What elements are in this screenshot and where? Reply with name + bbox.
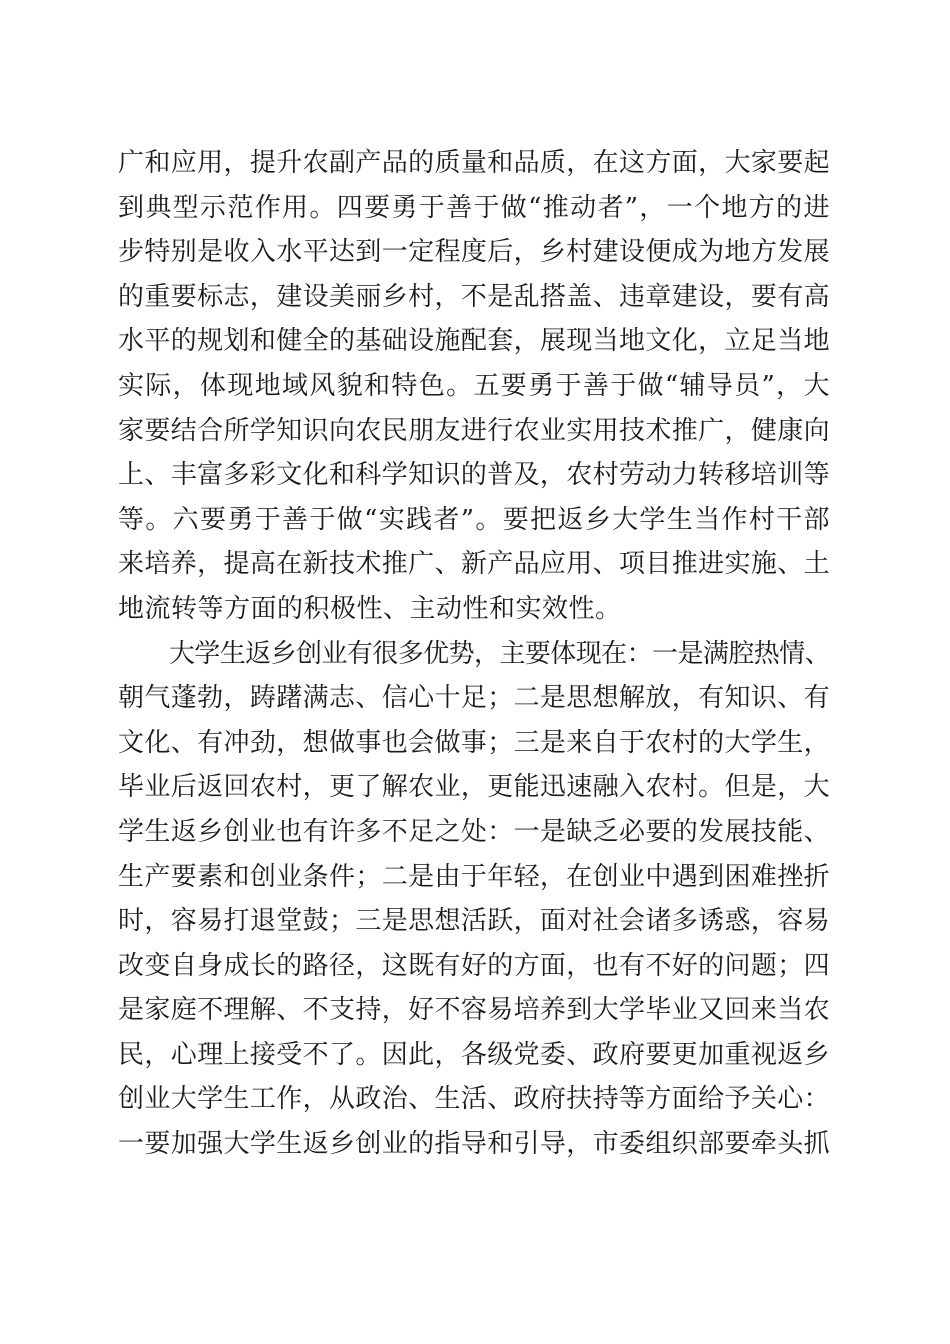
text-line-12: 大学生返乡创业有很多优势，主要体现在：一是满腔热情、 (118, 638, 831, 669)
text-line-22: 创业大学生工作，从政治、生活、政府扶持等方面给予关心： (118, 1084, 830, 1115)
text-line-21: 民，心理上接受不了。因此，各级党委、政府要更加重视返乡 (118, 1039, 830, 1070)
text-line-6: 实际，体现地域风貌和特色。五要勇于善于做“辅导员”，大 (118, 370, 830, 401)
text-line-23: 一要加强大学生返乡创业的指导和引导，市委组织部要牵头抓 (118, 1129, 830, 1160)
text-line-2: 到典型示范作用。四要勇于善于做“推动者”，一个地方的进 (118, 192, 830, 223)
text-line-5: 水平的规划和健全的基础设施配套，展现当地文化，立足当地 (118, 326, 830, 357)
text-line-3: 步特别是收入水平达到一定程度后，乡村建设便成为地方发展 (118, 237, 830, 268)
text-line-20: 是家庭不理解、不支持，好不容易培养到大学毕业又回来当农 (118, 995, 830, 1026)
text-line-9: 等。六要勇于善于做“实践者”。要把返乡大学生当作村干部 (118, 504, 830, 535)
text-line-17: 生产要素和创业条件；二是由于年轻，在创业中遇到困难挫折 (118, 861, 830, 892)
text-line-11: 地流转等方面的积极性、主动性和实效性。 (118, 593, 622, 624)
text-line-15: 毕业后返回农村，更了解农业，更能迅速融入农村。但是，大 (118, 772, 830, 803)
text-line-19: 改变自身成长的路径，这既有好的方面，也有不好的问题；四 (118, 950, 830, 981)
text-line-1: 广和应用，提升农副产品的质量和品质，在这方面，大家要起 (118, 148, 830, 178)
text-line-10: 来培养，提高在新技术推广、新产品应用、项目推进实施、土 (118, 549, 830, 580)
text-line-4: 的重要标志，建设美丽乡村，不是乱搭盖、违章建设，要有高 (118, 281, 830, 312)
text-line-13: 朝气蓬勃，踌躇满志、信心十足；二是思想解放，有知识、有 (118, 683, 830, 714)
text-line-18: 时，容易打退堂鼓；三是思想活跃，面对社会诸多诱惑，容易 (118, 906, 830, 937)
body-text (118, 141, 830, 1167)
text-line-14: 文化、有冲劲，想做事也会做事；三是来自于农村的大学生， (118, 727, 830, 758)
text-line-8: 上、丰富多彩文化和科学知识的普及，农村劳动力转移培训等 (118, 460, 830, 491)
text-line-7: 家要结合所学知识向农民朋友进行农业实用技术推广，健康向 (118, 415, 830, 446)
text-line-16: 学生返乡创业也有许多不足之处：一是缺乏必要的发展技能、 (118, 816, 830, 847)
